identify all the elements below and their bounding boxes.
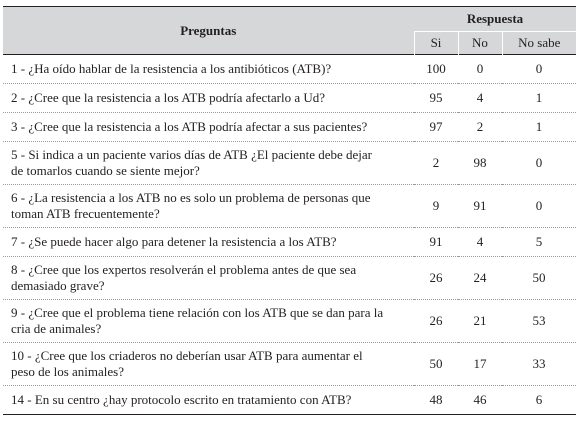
no-sabe-cell: 5 [535,234,543,249]
table-row [3,113,576,142]
header-si [414,32,458,55]
si-cell: 2 [432,155,440,170]
question-cell: 2 - ¿Cree que la resistencia a los ATB podría afectarlo a Ud? [11,90,326,105]
si-cell: 48 [429,392,443,407]
table-header [3,7,576,55]
header-no-sabe-label: No sabe [518,35,561,50]
header-preguntas: Preguntas [3,7,414,55]
question-cell: 5 - Si indica a un paciente varios días de ATB ¿El paciente debe dejar de tomarlos cuando se siente mejor? [11,147,372,178]
table-body [3,55,576,415]
no-sabe-cell: 1 [535,90,543,105]
table-row [3,300,576,343]
no-cell: 91 [473,198,487,213]
no-cell: 4 [476,234,484,249]
si-cell: 26 [429,313,443,328]
table-row [3,343,576,386]
no-sabe-cell: 53 [532,313,546,328]
header-si-label: Si [430,35,442,50]
table-row [3,142,576,185]
no-sabe-cell: 6 [535,392,543,407]
no-sabe-cell: 0 [535,61,543,76]
no-sabe-cell: 1 [535,119,543,134]
question-cell: 3 - ¿Cree que la resistencia a los ATB podría afectar a sus pacientes? [11,119,368,134]
no-cell: 0 [476,61,484,76]
si-cell: 95 [429,90,443,105]
no-cell: 17 [473,356,487,371]
si-cell: 97 [429,119,443,134]
no-cell: 46 [473,392,487,407]
question-cell: 10 - ¿Cree que los criaderos no deberían usar ATB para aumentar el peso de los animales? [11,348,363,379]
no-sabe-cell: 0 [535,155,543,170]
no-cell: 2 [476,119,484,134]
question-cell: 8 - ¿Cree que los expertos resolverán el problema antes de que sea demasiado grave? [11,262,357,293]
si-cell: 91 [429,234,443,249]
table-row [3,228,576,257]
table-row [3,257,576,300]
si-cell: 50 [429,356,443,371]
table-row [3,386,576,415]
question-cell: 14 - En su centro ¿hay protocolo escrito en tratamiento con ATB? [11,392,352,407]
si-cell: 100 [426,61,446,76]
si-cell: 26 [429,270,443,285]
no-sabe-cell: 50 [532,270,546,285]
table-row [3,84,576,113]
no-sabe-cell: 0 [535,198,543,213]
no-cell: 24 [473,270,487,285]
no-sabe-cell: 33 [532,356,546,371]
si-cell: 9 [432,198,440,213]
table-row [3,185,576,228]
header-no-label: No [472,35,488,50]
no-cell: 4 [476,90,484,105]
header-no-sabe [502,32,576,55]
table-row [3,55,576,84]
question-cell: 7 - ¿Se puede hacer algo para detener la resistencia a los ATB? [11,234,337,249]
header-no [458,32,502,55]
question-cell: 9 - ¿Cree que el problema tiene relación con los ATB que se dan para la cria de animales? [11,305,384,336]
question-cell: 1 - ¿Ha oído hablar de la resistencia a los antibióticos (ATB)? [11,61,332,76]
question-cell: 6 - ¿La resistencia a los ATB no es solo un problema de personas que toman ATB frecuentemente? [11,190,371,221]
no-cell: 98 [473,155,487,170]
header-respuesta: Respuesta [414,7,576,32]
survey-table [3,6,576,415]
survey-table-container [3,6,576,415]
no-cell: 21 [473,313,487,328]
